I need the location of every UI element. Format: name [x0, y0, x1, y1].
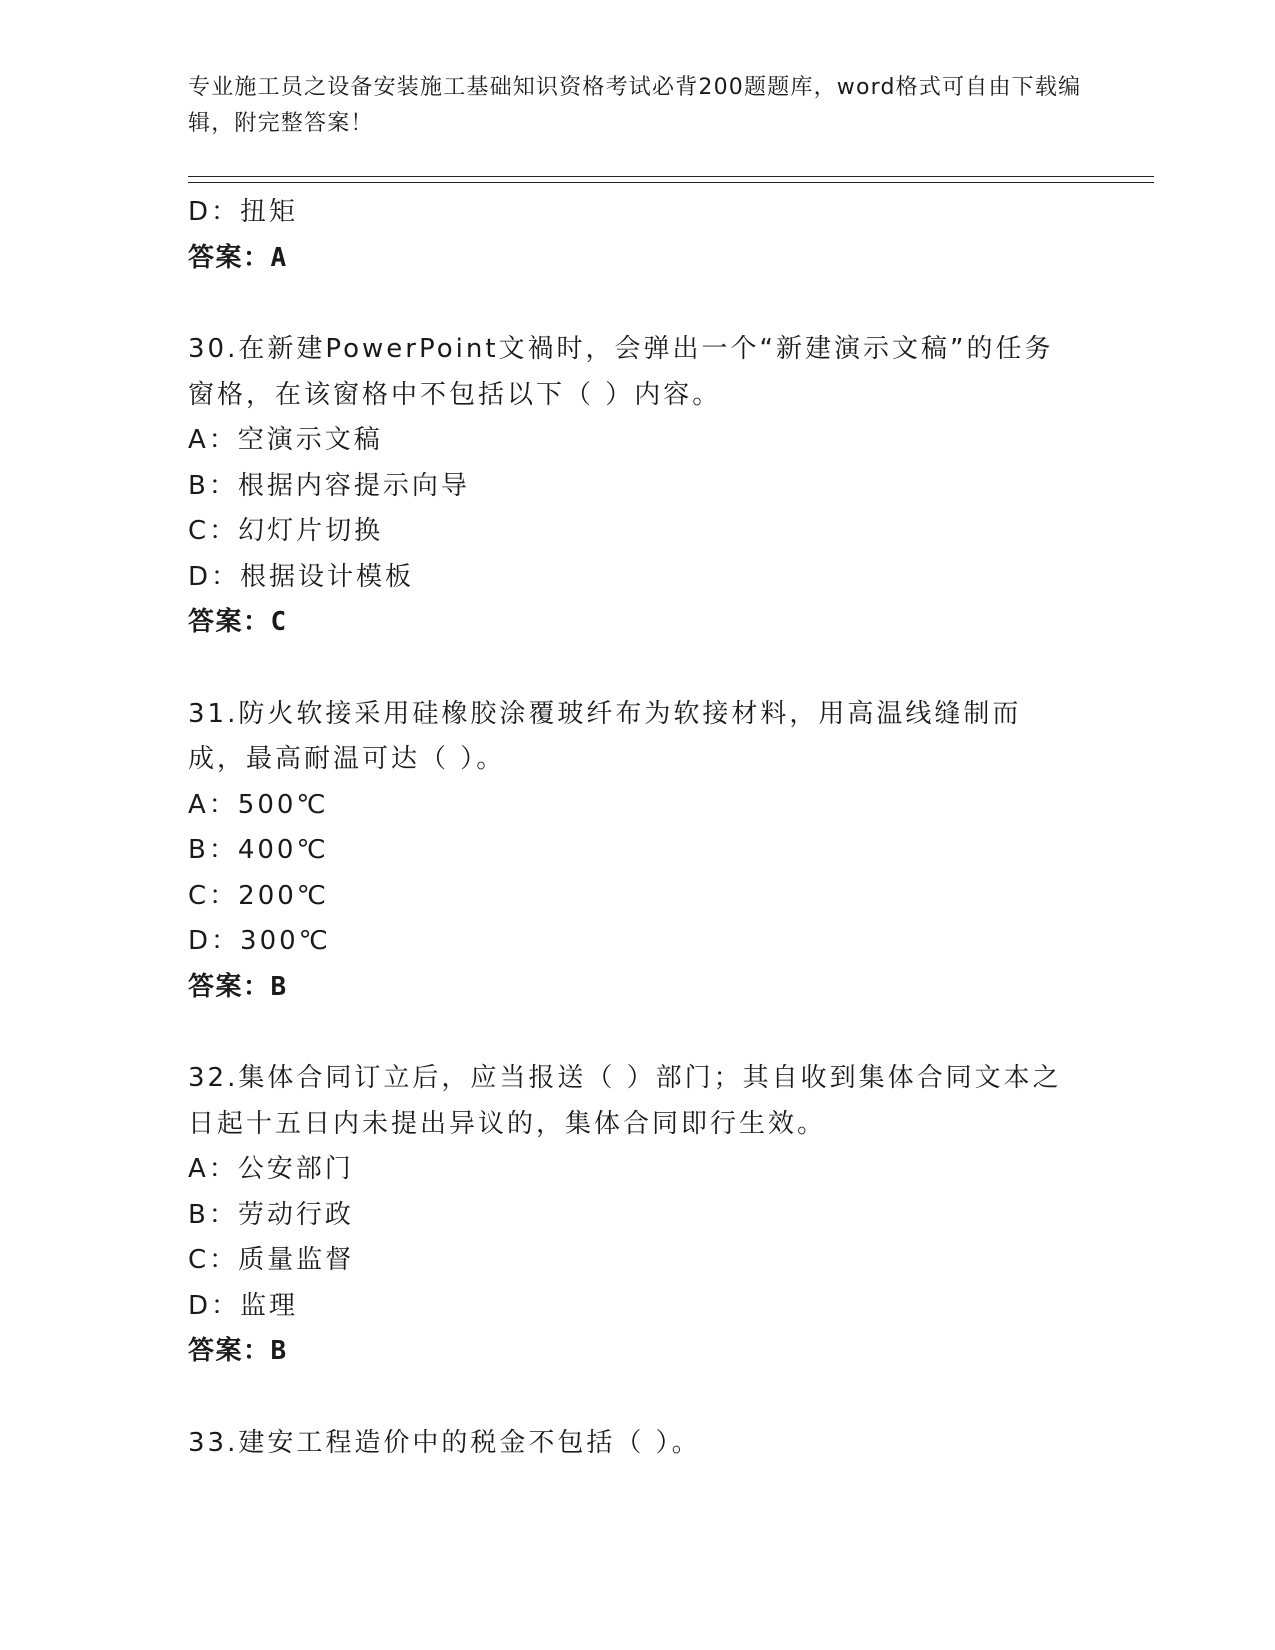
- document-header: 专业施工员之设备安装施工基础知识资格考试必背200题题库，word格式可自由下载编辑，附完整答案！: [188, 75, 1082, 136]
- question-30-text: 30.在新建PowerPoint文禍时，会弹出一个“新建演示文稿”的任务窗格，在该窗格中不包括以下（ ）内容。: [188, 334, 1054, 410]
- option-d: D：扭矩: [188, 197, 299, 227]
- spacer: [188, 281, 1088, 327]
- option-d: D：监理: [188, 1290, 299, 1321]
- spacer: [188, 646, 1088, 692]
- answer-line: 答案：B: [188, 1336, 288, 1366]
- header-divider-bottom: [188, 182, 1154, 183]
- header-divider-top: [188, 176, 1154, 177]
- option-c: C：200℃: [188, 880, 329, 911]
- question-list: [188, 190, 1088, 1466]
- option-b: B：根据内容提示向导: [188, 470, 470, 501]
- spacer: [188, 1010, 1088, 1056]
- option-b: B：400℃: [188, 835, 329, 865]
- option-b: B：劳动行政: [188, 1199, 354, 1230]
- option-a: A：公安部门: [188, 1154, 354, 1184]
- option-c: C：幻灯片切换: [188, 516, 384, 546]
- question-31-text: 31.防火软接采用硅橡胶涂覆玻纤布为软接材料，用高温线缝制而成，最高耐温可达（ ）。: [188, 698, 1022, 774]
- option-d: D：根据设计模板: [188, 561, 415, 592]
- spacer: [188, 1375, 1088, 1421]
- question-33-text: 33.建安工程造价中的税金不包括（ ）。: [188, 1427, 701, 1458]
- question-32-text: 32.集体合同订立后，应当报送（ ）部门；其自收到集体合同文本之日起十五日内未提出异议的，集体合同即行生效。: [188, 1063, 1062, 1139]
- option-a: A：空演示文稿: [188, 425, 383, 455]
- option-c: C：质量监督: [188, 1245, 355, 1275]
- answer-line: 答案：A: [188, 242, 288, 273]
- option-d: D：300℃: [188, 926, 331, 956]
- option-a: A：500℃: [188, 789, 329, 820]
- answer-line: 答案：B: [188, 971, 288, 1002]
- answer-line: 答案：C: [188, 607, 288, 637]
